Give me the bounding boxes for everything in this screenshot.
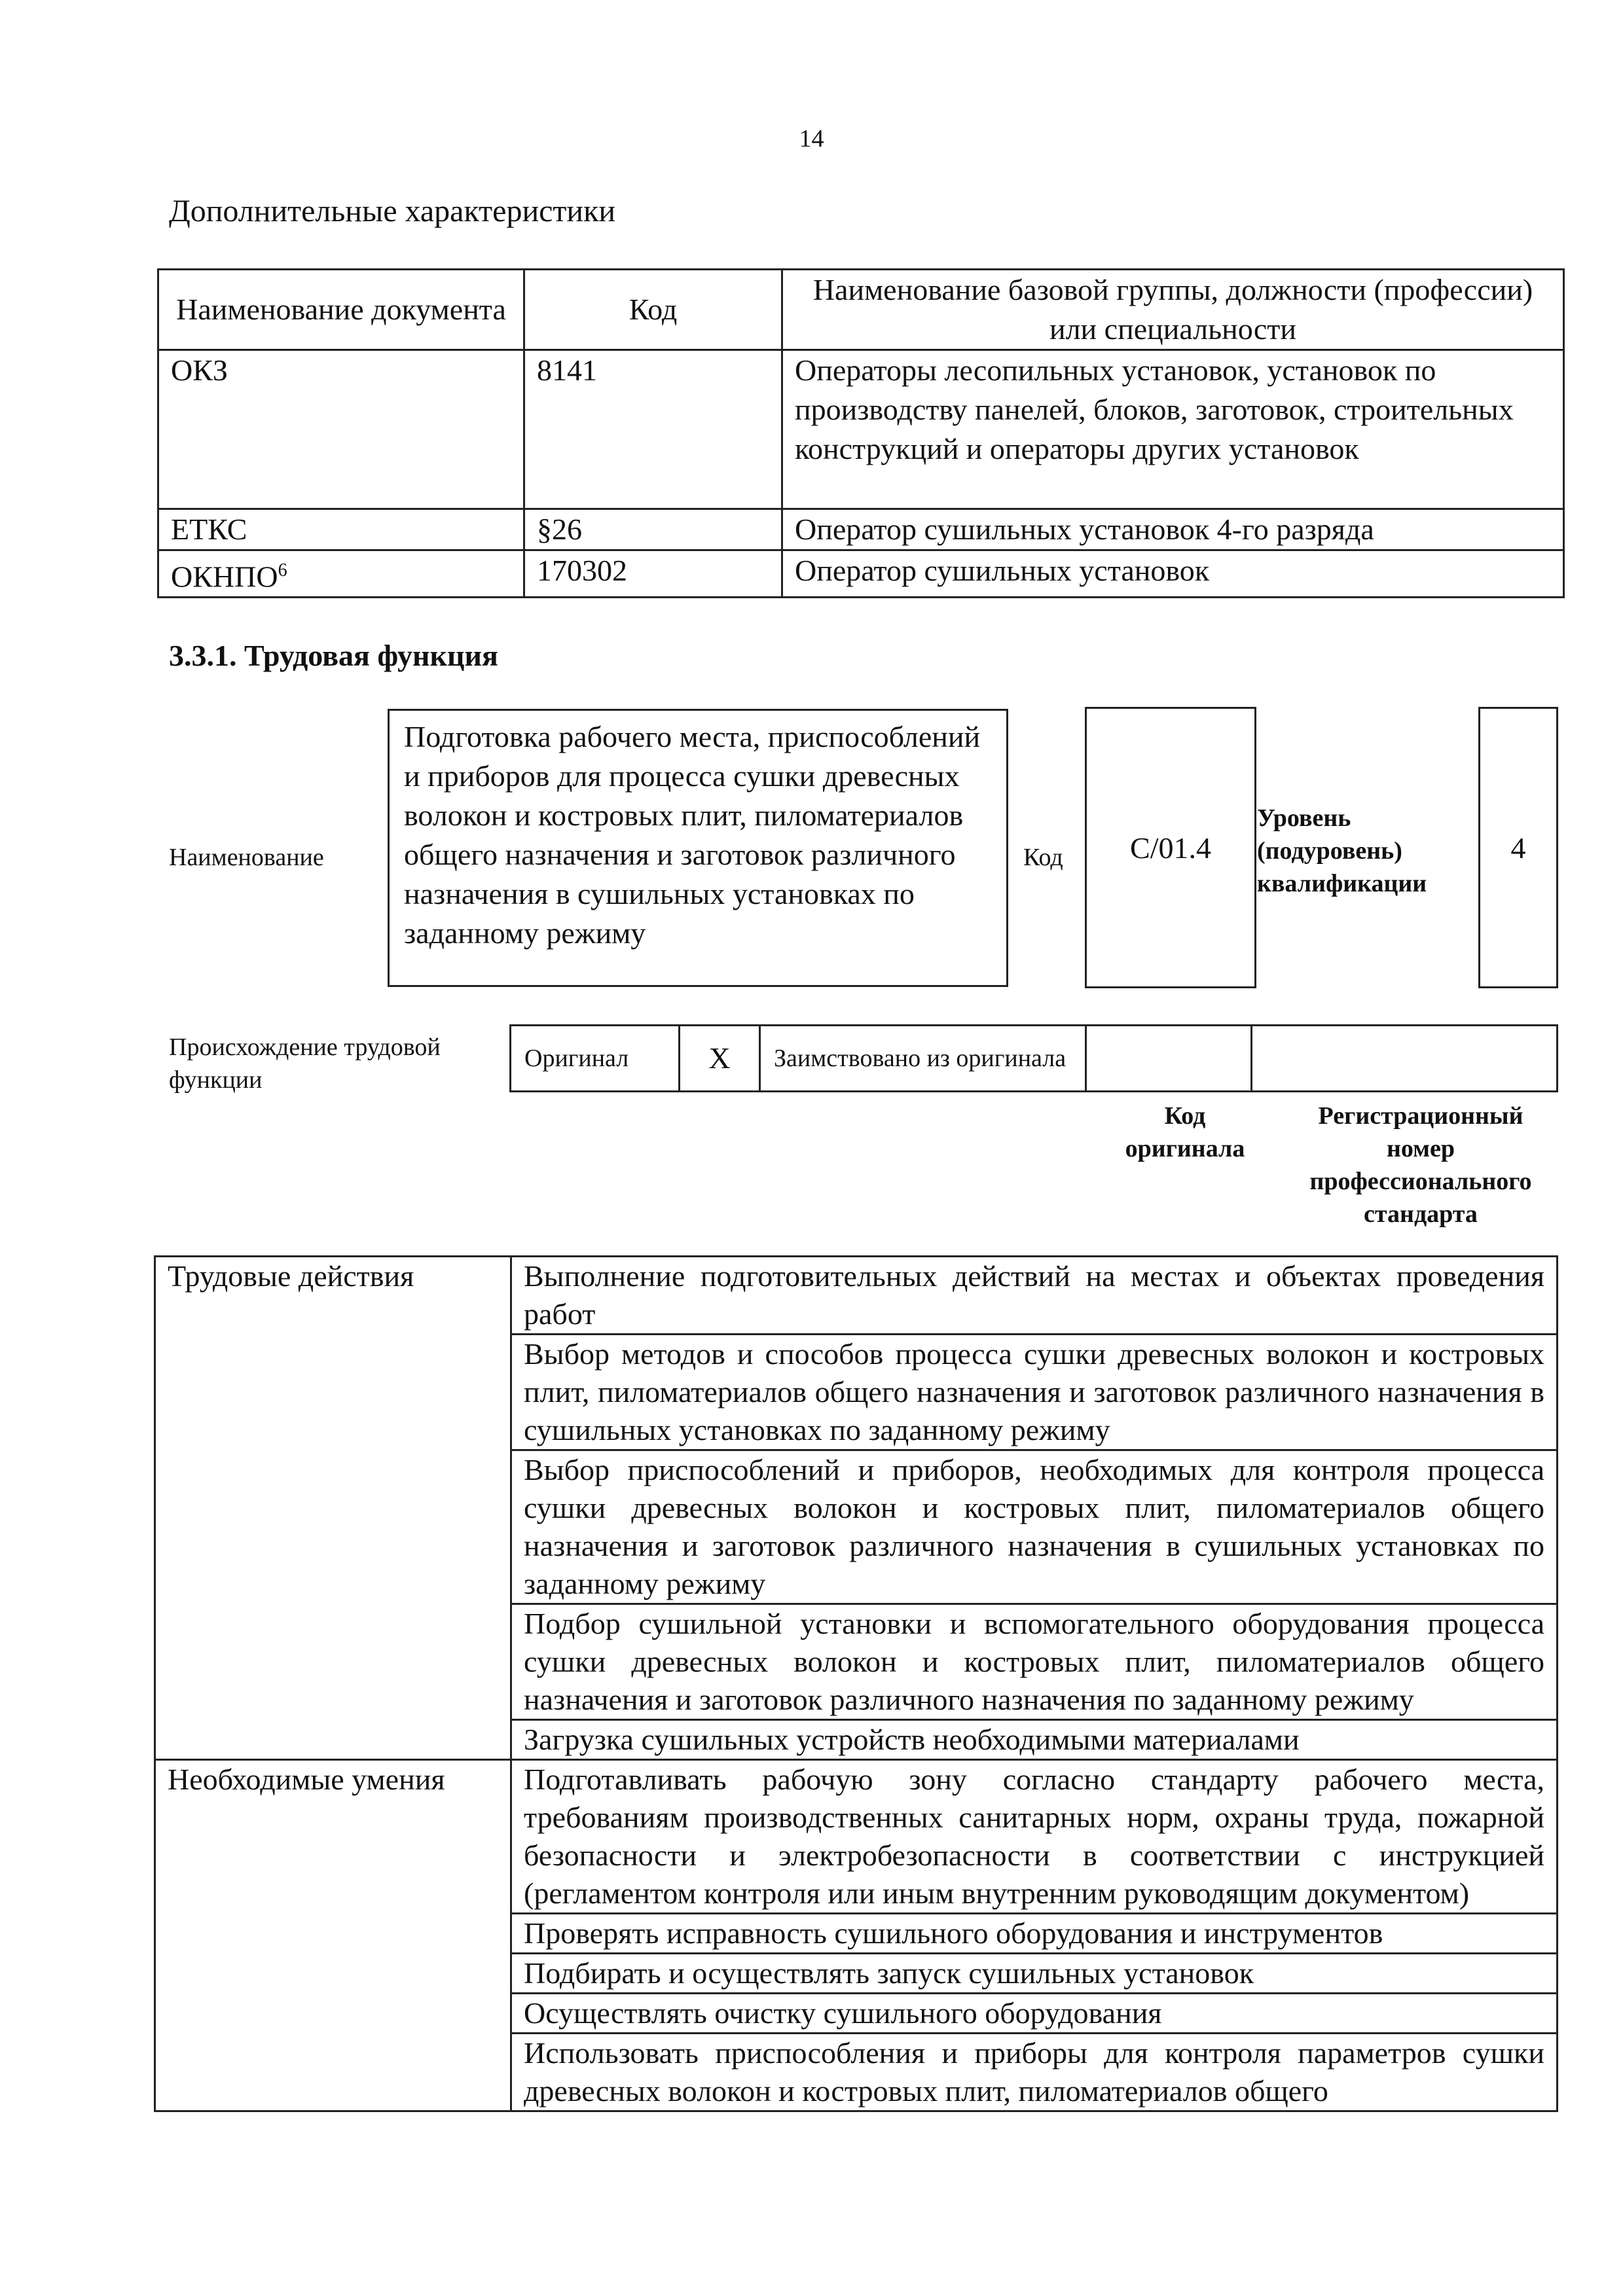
additional-characteristics-table [157,268,1565,598]
original-label: Оригинал [511,1026,680,1092]
row-name: Оператор сушильных установок 4-го разряда [782,509,1564,550]
table-row [155,1257,1558,1335]
required-skill: Подготавливать рабочую зону согласно стандарту рабочего места, требованиям производственных санитарных норм, охраны труда, пожарной безопасности и электробезопасности в соответствии с инструкцией (регламентом контроля или иным внутренним руководящим документом) [511,1760,1558,1914]
registration-number-cell [1252,1026,1558,1092]
doc-name: ОКНПО [171,560,278,594]
function-name-label: Наименование [169,844,324,871]
table-row [155,1760,1558,1914]
function-details-table [154,1255,1558,2112]
row-name: Оператор сушильных установок [782,550,1564,598]
labor-action: Подбор сушильной установки и вспомогательного оборудования процесса сушки древесных волокон и костровых плит, пиломатериалов общего назначения и заготовок различного назначения по заданному режиму [511,1604,1558,1720]
header-group-name: Наименование базовой группы, должности (профессии) или специальности [782,270,1564,350]
original-code-cell [1086,1026,1252,1092]
row-doc [158,550,524,598]
function-heading: 3.3.1. Трудовая функция [169,639,498,672]
table-row [158,509,1564,550]
code-label: Код [1023,844,1063,871]
function-name: Подготовка рабочего места, приспособлений и приборов для процесса сушки древесных волокон и костровых плит, пиломатериалов общего назначения и заготовок различного назначения в сушильных установках по заданному режиму [388,709,1008,987]
labor-action: Выполнение подготовительных действий на местах и объектах проведения работ [511,1257,1558,1335]
row-code: 170302 [524,550,782,598]
labor-actions-label: Трудовые действия [155,1257,511,1760]
qualification-level-label: Уровень (подуровень) квалификации [1257,804,1427,897]
table-row [158,550,1564,598]
required-skill: Осуществлять очистку сушильного оборудования [511,1994,1558,2034]
header-document: Наименование документа [158,270,524,350]
row-code: §26 [524,509,782,550]
row-name: Операторы лесопильных установок, установок по производству панелей, блоков, заготовок, строительных конструкций и операторы других установок [782,350,1564,509]
function-code: C/01.4 [1085,707,1256,988]
origin-table [509,1024,1558,1092]
labor-action: Загрузка сушильных устройств необходимыми материалами [511,1720,1558,1760]
qualification-level: 4 [1478,707,1558,988]
original-code-caption: Код оригинала [1125,1102,1245,1162]
section-title: Дополнительные характеристики [169,194,616,228]
table-header-row [158,270,1564,350]
registration-number-caption: Регистрационный номер профессионального стандарта [1309,1102,1532,1228]
required-skill: Подбирать и осуществлять запуск сушильных установок [511,1954,1558,1994]
required-skill: Использовать приспособления и приборы для контроля параметров сушки древесных волокон и костровых плит, пиломатериалов общего [511,2034,1558,2111]
row-doc: ОКЗ [158,350,524,509]
row-doc: ЕТКС [158,509,524,550]
page-number: 14 [799,125,824,152]
labor-action: Выбор методов и способов процесса сушки древесных волокон и костровых плит, пиломатериалов общего назначения и заготовок различного назначения в сушильных установках по заданному режиму [511,1335,1558,1450]
footnote-mark: 6 [278,560,287,581]
required-skill: Проверять исправность сушильного оборудования и инструментов [511,1914,1558,1954]
required-skills-label: Необходимые умения [155,1760,511,2111]
table-row [158,350,1564,509]
header-code: Код [524,270,782,350]
original-mark: X [680,1026,760,1092]
borrowed-label: Заимствовано из оригинала [760,1026,1086,1092]
origin-label: Происхождение трудовой функции [169,1033,441,1094]
labor-action: Выбор приспособлений и приборов, необходимых для контроля процесса сушки древесных волокон и костровых плит, пиломатериалов общего назначения и заготовок различного назначения в сушильных установках по заданному режиму [511,1450,1558,1604]
row-code: 8141 [524,350,782,509]
